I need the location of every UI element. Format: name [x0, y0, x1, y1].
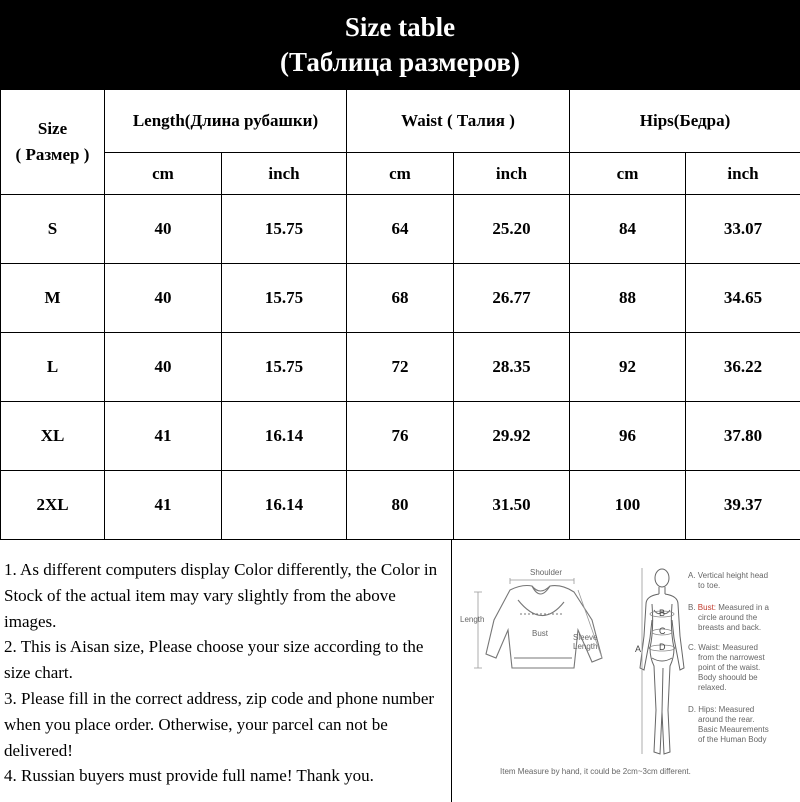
table-cell: 16.14: [222, 402, 347, 471]
marker-c: C: [659, 626, 666, 636]
size-header-label-ru: ( Размер ): [15, 145, 90, 164]
legend-d-1: D. Hips: Measured: [688, 705, 755, 714]
table-cell: 15.75: [222, 333, 347, 402]
legend-b-2: circle around the: [698, 613, 758, 622]
size-cell: M: [1, 264, 105, 333]
table-row: [1, 471, 800, 540]
table-cell: 92: [570, 333, 686, 402]
legend-d-3: Basic Meaurements: [698, 725, 769, 734]
legend-c-4: Body shoould be: [698, 673, 758, 682]
legend-a-2: to toe.: [698, 581, 721, 590]
legend-d-4: of the Human Body: [698, 735, 767, 744]
sleeve-label: Sleeve: [573, 633, 598, 642]
table-cell: 88: [570, 264, 686, 333]
table-cell: 39.37: [686, 471, 800, 540]
table-cell: 41: [105, 402, 222, 471]
table-cell: 16.14: [222, 471, 347, 540]
size-cell: XL: [1, 402, 105, 471]
length-dimension: [474, 592, 482, 668]
size-cell: S: [1, 195, 105, 264]
size-header-label: Size: [37, 119, 68, 138]
legend-c-1: C. Waist: Measured: [688, 643, 758, 652]
table-cell: 15.75: [222, 195, 347, 264]
shoulder-dimension: [510, 578, 574, 584]
table-row: [1, 333, 800, 402]
shoulder-label: Shoulder: [530, 568, 563, 577]
table-cell: 80: [347, 471, 454, 540]
table-cell: 68: [347, 264, 454, 333]
marker-b: B: [659, 608, 666, 618]
legend-c-2: from the narrowest: [698, 653, 765, 662]
illustration-footer: Item Measure by hand, it could be 2cm~3cm different.: [500, 767, 691, 776]
table-cell: 15.75: [222, 264, 347, 333]
table-cell: 41: [105, 471, 222, 540]
unit-cell: cm: [570, 153, 686, 195]
unit-cell: cm: [105, 153, 222, 195]
table-cell: 100: [570, 471, 686, 540]
notes-panel: [0, 540, 452, 802]
table-cell: 36.22: [686, 333, 800, 402]
unit-cell: cm: [347, 153, 454, 195]
table-cell: 40: [105, 264, 222, 333]
table-cell: 25.20: [454, 195, 570, 264]
legend-d-2: around the rear.: [698, 715, 755, 724]
note-2: 2. This is Aisan size, Please choose your size according to the size chart.: [4, 637, 424, 683]
table-row: [1, 264, 800, 333]
size-header-cell: [1, 90, 105, 195]
table-cell: 28.35: [454, 333, 570, 402]
unit-cell: inch: [222, 153, 347, 195]
title: Size table: [344, 12, 456, 42]
measurement-diagram: [452, 540, 800, 802]
table-cell: 96: [570, 402, 686, 471]
body-figure-icon: [640, 569, 684, 754]
table-cell: 29.92: [454, 402, 570, 471]
unit-header-row: [1, 153, 800, 195]
shirt-sketch-icon: [486, 586, 602, 669]
size-cell: 2XL: [1, 471, 105, 540]
legend-a-1: A. Vertical height head: [688, 571, 769, 580]
legend-c-5: relaxed.: [698, 683, 727, 692]
table-cell: 33.07: [686, 195, 800, 264]
length-label: Length: [460, 615, 485, 624]
legend-b-1: B. Bust: Measured in a: [688, 603, 769, 612]
legend-c-3: point of the waist.: [698, 663, 761, 672]
title-banner: [0, 0, 800, 89]
table-cell: 84: [570, 195, 686, 264]
table-header-row: [1, 90, 800, 153]
unit-cell: inch: [454, 153, 570, 195]
note-1: 1. As different computers display Color differently, the Color in Stock of the actual item may vary slightly from the above images.: [4, 560, 438, 631]
table-cell: 31.50: [454, 471, 570, 540]
table-cell: 64: [347, 195, 454, 264]
unit-cell: inch: [686, 153, 800, 195]
table-cell: 76: [347, 402, 454, 471]
table-row: [1, 402, 800, 471]
sleeve-label-2: Length: [573, 642, 598, 651]
marker-d: D: [659, 642, 666, 652]
subtitle: (Таблица размеров): [280, 47, 520, 77]
measurement-illustration: [452, 540, 800, 802]
table-cell: 34.65: [686, 264, 800, 333]
table-cell: 37.80: [686, 402, 800, 471]
table-cell: 40: [105, 333, 222, 402]
bust-label: Bust: [532, 629, 549, 638]
marker-a: A: [635, 644, 642, 654]
waist-header: Waist ( Талия ): [347, 90, 570, 153]
size-table: [0, 89, 800, 540]
table-row: [1, 195, 800, 264]
length-header: Length(Длина рубашки): [105, 90, 347, 153]
hips-header: Hips(Бедра): [570, 90, 800, 153]
table-cell: 72: [347, 333, 454, 402]
size-cell: L: [1, 333, 105, 402]
table-cell: 40: [105, 195, 222, 264]
table-cell: 26.77: [454, 264, 570, 333]
legend-b-3: breasts and back.: [698, 623, 762, 632]
note-3: 3. Please fill in the correct address, zip code and phone number when you place order. Otherwise, your parcel can not be delivered!: [4, 688, 435, 760]
note-4: 4. Russian buyers must provide full name! Thank you.: [4, 766, 374, 786]
